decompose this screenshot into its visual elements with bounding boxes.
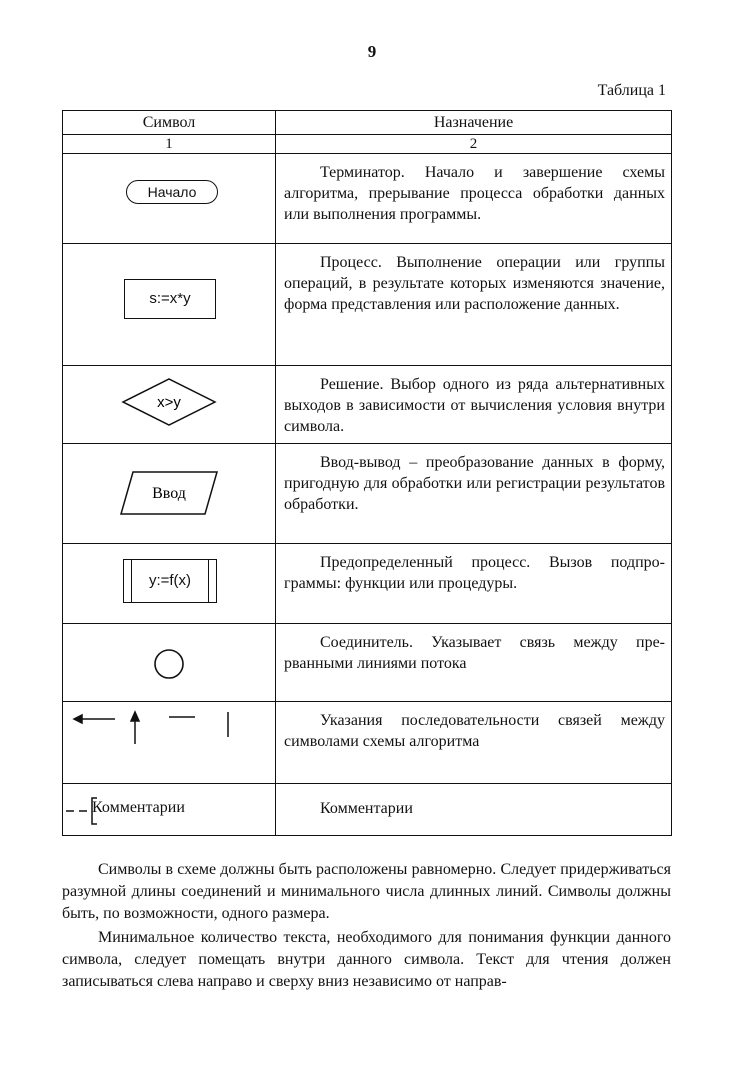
decision-symbol <box>63 366 276 440</box>
description-cell <box>276 624 672 702</box>
description-connector: Соединитель. Указывает связь между прерванными линиями потока <box>284 634 665 672</box>
description-flow-lines: Указания последовательности связей между символами схемы алгоритма <box>284 712 665 750</box>
symbol-cell-comment <box>63 784 276 836</box>
column-number-2: 2 <box>276 135 672 154</box>
paragraph-2: Минимальное количество текста, необходимого для понимания функции данного символа, следует помещать внутри данного символа. Текст для чтения должен записываться слева направо и сверху вниз независимо от направ- <box>62 929 671 990</box>
symbol-cell-decision <box>63 366 276 444</box>
input-output-label: Ввод <box>152 485 186 502</box>
body-text <box>62 859 671 993</box>
symbol-cell-input-output <box>63 444 276 544</box>
description-comment: Комментарии <box>320 800 413 817</box>
flowchart-symbols-table <box>62 110 672 836</box>
flow-lines-symbol <box>63 702 276 784</box>
predefined-process-label: y:=f(x) <box>148 572 192 589</box>
decision-label: x>y <box>157 394 181 411</box>
description-terminator: Терминатор. Начало и завершение схемы алгоритма, прерывание процесса обработки данных или выполнения программы. <box>284 164 665 223</box>
symbol-cell-process <box>63 244 276 366</box>
description-process: Процесс. Выполнение операции или группы операций, в результате которых изменяются значение, форма представления или расположение данных. <box>284 254 665 313</box>
comment-label: Комментарии <box>92 799 185 816</box>
arrow-left-icon <box>74 715 82 723</box>
terminator-symbol: Начало <box>126 180 218 204</box>
description-predefined-process: Предопределенный процесс. Вызов подпрограммы: функции или процедуры. <box>284 554 665 592</box>
symbol-cell-terminator <box>63 154 276 244</box>
page-number: 9 <box>367 42 377 61</box>
arrow-up-icon <box>131 712 139 721</box>
description-cell <box>276 702 672 784</box>
description-decision: Решение. Выбор одного из ряда альтернативных выходов в зависимости от вычисления условия внутри символа. <box>284 376 665 435</box>
description-input-output: Ввод-вывод – преобразование данных в форму, пригодную для обработки или регистрации результатов обработки. <box>284 454 665 513</box>
header-purpose: Назначение <box>276 111 672 135</box>
right-bar <box>208 560 209 602</box>
predefined-process-symbol <box>123 559 217 603</box>
symbol-cell-flow-lines <box>63 702 276 784</box>
connector-symbol <box>63 624 276 702</box>
description-cell <box>276 154 672 244</box>
left-bar <box>131 560 132 602</box>
symbol-cell-predefined-process <box>63 544 276 624</box>
description-cell <box>276 544 672 624</box>
header-symbol: Символ <box>63 111 276 135</box>
column-number-1: 1 <box>63 135 276 154</box>
description-cell <box>276 784 672 836</box>
symbol-cell-connector <box>63 624 276 702</box>
input-output-symbol <box>63 444 276 544</box>
paragraph-1: Символы в схеме должны быть расположены равномерно. Следует придерживаться разумной длины соединений и минимального числа длинных линий. Символы должны быть, по возможности, одного размера. <box>62 861 671 922</box>
description-cell <box>276 444 672 544</box>
description-cell <box>276 366 672 444</box>
process-symbol: s:=x*y <box>124 279 216 319</box>
description-cell <box>276 244 672 366</box>
table-caption: Таблица 1 <box>597 82 666 99</box>
